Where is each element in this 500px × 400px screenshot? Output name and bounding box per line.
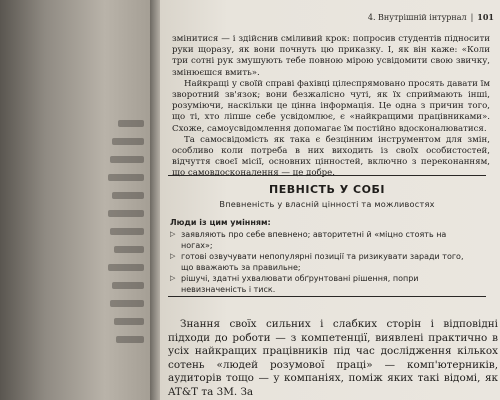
box-title: ПЕВНІСТЬ У СОБІ <box>269 183 385 196</box>
left-page-text-line <box>112 282 144 289</box>
bottom-text <box>168 318 498 400</box>
triangle-bullet-icon: ▷ <box>170 252 176 260</box>
bottom-paragraph: Знання своїх сильних і слабких сторін і відповідні підходи до роботи — з компетенції, виявлені практично в усіх найкращих працівників під час дослідження кількох сотень «людей розумової праці» — комп'ютерників, аудиторів тощо — у компаніях, поміж яких такі відомі, як AT&T та 3М. За <box>168 318 498 398</box>
list-item <box>170 229 476 251</box>
left-page-text-line <box>112 138 144 145</box>
chapter-title: 4. Внутрішній інтурнал <box>367 13 467 22</box>
body-paragraph: змінитися — і здійснив сміливий крок: попросив студентів підносити руки щоразу, як вони почнуть цю приказку. І, як він каже: «Коли три сотні рук змушують тебе повною мірою усвідомити свою звичку, змінюєшся вмить». <box>172 34 490 78</box>
left-page-text-line <box>108 174 144 181</box>
left-page <box>0 0 150 400</box>
page-number: 101 <box>477 12 494 22</box>
box-subtitle: Впевненість у власній цінності та можливостях <box>219 199 435 209</box>
left-page-text-line <box>114 318 144 325</box>
list-lead: Люди із цим умінням: <box>170 218 271 227</box>
left-page-text-line <box>110 156 144 163</box>
left-page-text-line <box>108 210 144 217</box>
left-page-text-line <box>108 264 144 271</box>
triangle-bullet-icon: ▷ <box>170 274 176 282</box>
list-item-text: заявляють про себе впевнено; авторитетні й «міцно стоять на ногах»; <box>181 230 447 250</box>
list-item <box>170 251 476 273</box>
left-page-text-line <box>110 300 144 307</box>
body-paragraph: Найкращі у своїй справі фахівці цілеспрямовано просять давати їм зворотний зв'язок; вони безжалісно чуті, як їх сприймають інші, розуміючи, наскільки це цінна інформація. Це одна з причин того, що ті, хто ліпше себе усвідомлює, є «найкращими працівниками». Схоже, самоусвідомлення допомагає їм постійно вдосконалюватися. <box>172 78 490 134</box>
left-page-text-line <box>110 228 144 235</box>
list-item <box>170 273 476 295</box>
body-text <box>172 34 490 180</box>
list-item-text: готові озвучувати непопулярні позиції та ризикувати заради того, що вважають за правильне; <box>181 252 464 272</box>
competency-list <box>168 217 486 295</box>
list-item-text: рішучі, здатні ухвалювати обґрунтовані рішення, попри невизначеність і тиск. <box>181 274 419 294</box>
left-page-text-line <box>116 336 144 343</box>
book-page <box>160 0 500 400</box>
left-page-text-line <box>118 120 144 127</box>
left-page-text-line <box>112 192 144 199</box>
header-separator: | <box>470 13 474 22</box>
left-page-text-line <box>114 246 144 253</box>
triangle-bullet-icon: ▷ <box>170 230 176 238</box>
body-paragraph: Та самосвідомість як така є безцінним інструментом для змін, особливо коли потреба в них виходить із своїх особистостей, відчуття своєї місії, основних цінностей, включно з переконанням, що самовдосконалення — це добре. <box>172 134 490 179</box>
competency-box <box>168 175 486 297</box>
running-header <box>368 12 494 22</box>
